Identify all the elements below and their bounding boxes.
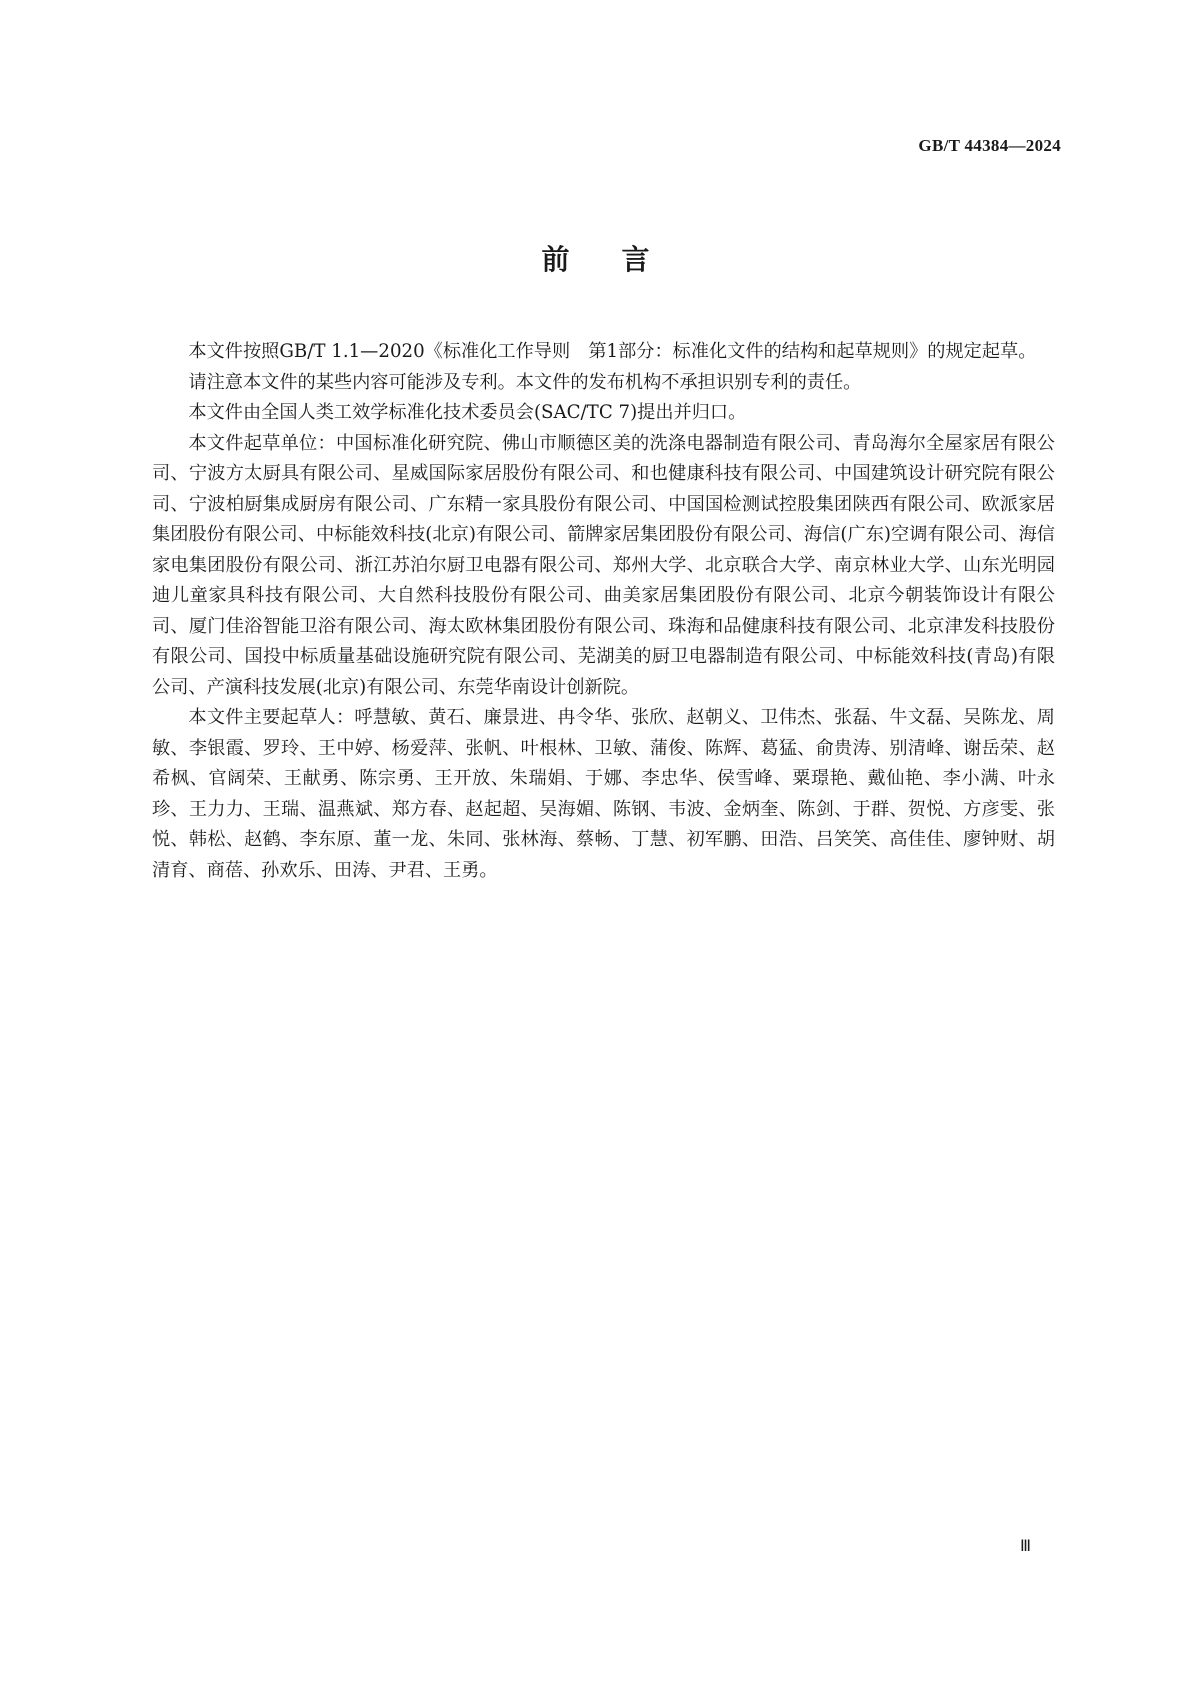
paragraph-main-drafters: 本文件主要起草人：呼慧敏、黄石、廉景进、冉令华、张欣、赵朝义、卫伟杰、张磊、牛文磊、吴陈龙、周敏、李银霞、罗玲、王中婷、杨爱萍、张帆、叶根林、卫敏、蒲俊、陈辉、葛猛、俞贵涛、别清峰、谢岳荣、赵希枫、官阔荣、王献勇、陈宗勇、王开放、朱瑞娟、于娜、李忠华、侯雪峰、粟璟艳、戴仙艳、李小满、叶永珍、王力力、王瑞、温燕斌、郑方春、赵起超、吴海媚、陈钢、韦波、金炳奎、陈剑、于群、贺悦、方彦雯、张悦、韩松、赵鹤、李东原、董一龙、朱同、张林海、蔡畅、丁慧、初军鹏、田浩、吕笑笑、高佳佳、廖钟财、胡清育、商蓓、孙欢乐、田涛、尹君、王勇。 bbox=[152, 707, 1055, 881]
paragraph-patent-notice: 请注意本文件的某些内容可能涉及专利。本文件的发布机构不承担识别专利的责任。 bbox=[188, 371, 862, 393]
paragraph-drafting-rules: 本文件按照GB/T 1.1—2020《标准化工作导则 第1部分：标准化文件的结构和起草规则》的规定起草。 bbox=[188, 341, 1037, 362]
paragraph-proposer: 本文件由全国人类工效学标准化技术委员会(SAC/TC 7)提出并归口。 bbox=[188, 402, 747, 423]
paragraph-drafting-units: 本文件起草单位：中国标准化研究院、佛山市顺德区美的洗涤电器制造有限公司、青岛海尔全屋家居有限公司、宁波方太厨具有限公司、星威国际家居股份有限公司、和也健康科技有限公司、中国建筑设计研究院有限公司、宁波柏厨集成厨房有限公司、广东精一家具股份有限公司、中国国检测试控股集团陕西有限公司、欧派家居集团股份有限公司、中标能效科技(北京)有限公司、箭牌家居集团股份有限公司、海信(广东)空调有限公司、海信家电集团股份有限公司、浙江苏泊尔厨卫电器有限公司、郑州大学、北京联合大学、南京林业大学、山东光明园迪儿童家具科技有限公司、大自然科技股份有限公司、曲美家居集团股份有限公司、北京今朝装饰设计有限公司、厦门佳浴智能卫浴有限公司、海太欧林集团股份有限公司、珠海和品健康科技有限公司、北京津发科技股份有限公司、国投中标质量基础设施研究院有限公司、芜湖美的厨卫电器制造有限公司、中标能效科技(青岛)有限公司、产演科技发展(北京)有限公司、东莞华南设计创新院。 bbox=[152, 432, 1055, 698]
foreword-body bbox=[152, 337, 1055, 886]
page-number: Ⅲ bbox=[1019, 1538, 1031, 1555]
page-title: 前言 bbox=[541, 243, 702, 276]
standard-code: GB/T 44384—2024 bbox=[918, 136, 1061, 155]
